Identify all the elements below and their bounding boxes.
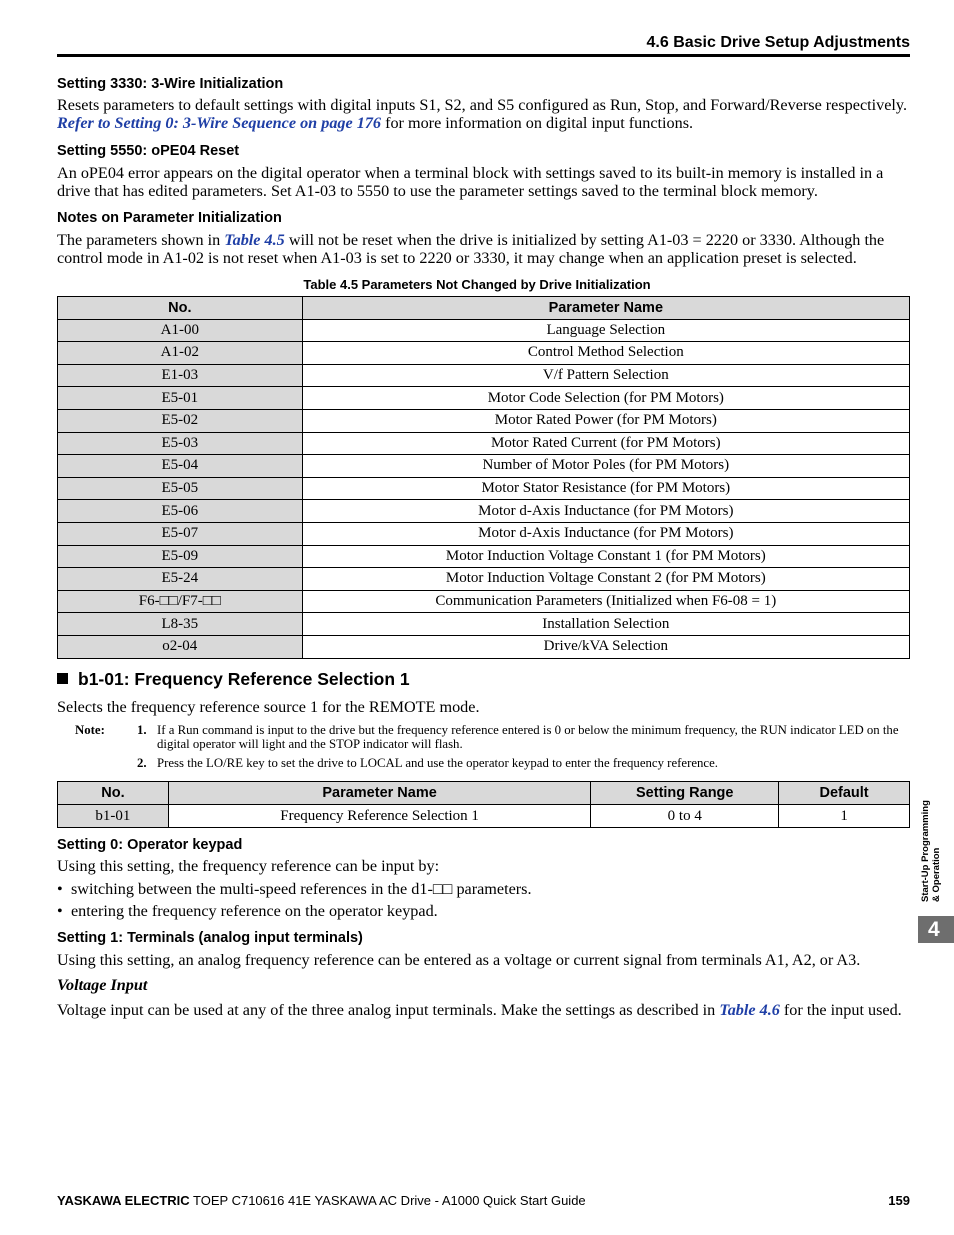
param-no: E5-05 [58,477,303,500]
column-header-parameter-name: Parameter Name [302,297,909,320]
list-item: • entering the frequency reference on the operator keypad. [57,902,438,920]
param-no: E5-09 [58,545,303,568]
param-name: Motor d-Axis Inductance (for PM Motors) [302,522,909,545]
table-4-5 [57,296,910,659]
b1-01-heading: b1-01: Frequency Reference Selection 1 [57,669,410,690]
param-no: E5-02 [58,409,303,432]
table-row [58,432,910,455]
column-header-setting-range: Setting Range [591,782,779,805]
table-row [58,522,910,545]
param-no: o2-04 [58,635,303,658]
setting-0-intro: Using this setting, the frequency reference can be input by: [57,857,440,875]
param-no: E5-04 [58,455,303,478]
param-no: E1-03 [58,364,303,387]
setting-range: 0 to 4 [591,805,779,828]
setting-5550-heading: Setting 5550: oPE04 Reset [57,143,240,159]
voltage-input-text: Voltage input can be used at any of the three analog input terminals. Make the settings as described in Table 4.6 for the input used. [57,1001,902,1019]
voltage-input-heading: Voltage Input [57,976,148,994]
notes-init-heading: Notes on Parameter Initialization [57,210,282,226]
table-4-5-caption: Table 4.5 Parameters Not Changed by Drive Initialization [303,277,651,292]
table-row [58,805,910,828]
param-name: Motor Induction Voltage Constant 1 (for PM Motors) [302,545,909,568]
section-bullet-icon [57,673,68,684]
param-name: Drive/kVA Selection [302,635,909,658]
footer-brand: YASKAWA ELECTRIC [57,1193,190,1208]
chapter-tab-label: Start-Up Programming & Operation [920,800,942,902]
param-name: Motor d-Axis Inductance (for PM Motors) [302,500,909,523]
note-text: If a Run command is input to the drive but the frequency reference entered is 0 or below the minimum frequency, the RUN indicator LED on the digital operator will light and the STOP indicator will flash. [157,723,899,751]
table-row [58,590,910,613]
bullet-icon: • [57,902,63,920]
param-no: E5-24 [58,568,303,591]
param-name: Frequency Reference Selection 1 [168,805,591,828]
setting-0-heading: Setting 0: Operator keypad [57,837,243,853]
param-no: b1-01 [58,805,169,828]
column-header-default: Default [779,782,910,805]
table-row [58,568,910,591]
param-name: Motor Stator Resistance (for PM Motors) [302,477,909,500]
param-no: E5-03 [58,432,303,455]
section-title: 4.6 Basic Drive Setup Adjustments [646,34,910,51]
table-row [58,364,910,387]
param-no: E5-01 [58,387,303,410]
note-number: 2. [137,756,147,770]
table-row [58,455,910,478]
b1-01-intro: Selects the frequency reference source 1 for the REMOTE mode. [57,698,480,716]
table-row [58,409,910,432]
footer-doc-info: YASKAWA ELECTRIC TOEP C710616 41E YASKAWA AC Drive - A1000 Quick Start Guide [57,1193,586,1208]
table-row [58,477,910,500]
param-no: E5-07 [58,522,303,545]
note-text: Press the LO/RE key to set the drive to LOCAL and use the operator keypad to enter the frequency reference. [157,756,718,770]
param-no: E5-06 [58,500,303,523]
param-name: Control Method Selection [302,342,909,365]
column-header-parameter-name: Parameter Name [168,782,591,805]
table-4-6-link[interactable]: Table 4.6 [719,1001,780,1019]
param-name: Motor Induction Voltage Constant 2 (for PM Motors) [302,568,909,591]
param-no: A1-02 [58,342,303,365]
default-value: 1 [779,805,910,828]
column-header-no: No. [58,782,169,805]
param-no: F6-□□/F7-□□ [58,590,303,613]
column-header-no: No. [58,297,303,320]
param-name: Motor Rated Current (for PM Motors) [302,432,909,455]
table-4-5-link[interactable]: Table 4.5 [224,231,285,249]
setting-0-link[interactable]: Refer to Setting 0: 3-Wire Sequence on page 176 [57,113,382,132]
setting-1-text: Using this setting, an analog frequency reference can be entered as a voltage or current signal from terminals A1, A2, or A3. [57,951,861,969]
table-row [58,387,910,410]
param-no: A1-00 [58,319,303,342]
notes-init-text: The parameters shown in Table 4.5 will not be reset when the drive is initialized by setting A1-03 = 2220 or 3330. Although the control mode in A1-02 is not reset when A1-03 is set to 2220 or 3330, it may change when an application preset is selected. [57,231,885,267]
table-row [58,545,910,568]
bullet-icon: • [57,880,63,898]
param-name: Communication Parameters (Initialized when F6-08 = 1) [302,590,909,613]
param-name: Number of Motor Poles (for PM Motors) [302,455,909,478]
setting-3330-heading: Setting 3330: 3-Wire Initialization [57,76,284,92]
list-item: • switching between the multi-speed references in the d1-□□ parameters. [57,880,532,898]
table-row [58,342,910,365]
param-name: V/f Pattern Selection [302,364,909,387]
chapter-tab[interactable]: 4 [918,916,954,943]
table-row [58,500,910,523]
note-number: 1. [137,723,147,737]
param-name: Motor Rated Power (for PM Motors) [302,409,909,432]
header-rule [57,54,910,57]
table-row [58,319,910,342]
b1-01-parameter-table [57,781,910,828]
setting-1-heading: Setting 1: Terminals (analog input terminals) [57,930,363,946]
table-row [58,613,910,636]
param-name: Motor Code Selection (for PM Motors) [302,387,909,410]
param-name: Installation Selection [302,613,909,636]
table-row [58,635,910,658]
note-label: Note: [75,723,105,737]
setting-5550-text: An oPE04 error appears on the digital operator when a terminal block with settings saved to its built-in memory is installed in a drive that has edited parameters. Set A1-03 to 5550 to use the parameter settings saved to the terminal block memory. [57,164,884,200]
page-number: 159 [888,1193,910,1208]
param-no: L8-35 [58,613,303,636]
param-name: Language Selection [302,319,909,342]
setting-3330-text: Resets parameters to default settings with digital inputs S1, S2, and S5 configured as Run, Stop, and Forward/Reverse respectively. Refer to Setting 0: 3-Wire Sequence on page 176 for more information on digital input functions. [57,96,907,132]
